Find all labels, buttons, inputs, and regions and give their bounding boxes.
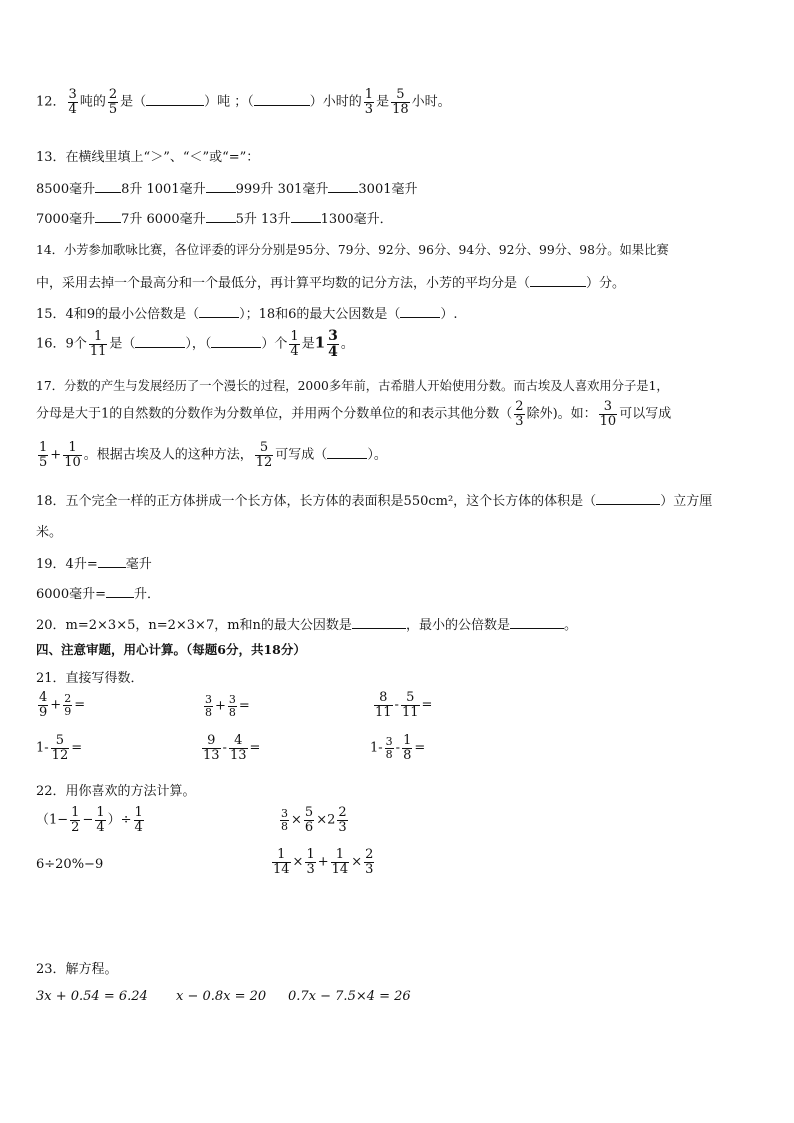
question-19-line1: 19．4升= 毫升 — [36, 557, 152, 572]
expr-22-4: $\frac{1}{14}$ × $\frac{1}{3}$ + $\frac{1}{14}$ × $\frac{2}{3}$ — [273, 847, 374, 877]
question-17-line3: $\frac{1}{5}$ + $\frac{1}{10}$ 。根据古埃及人的这种方法， $\frac{5}{12}$ 可写成（ ）。 — [39, 440, 387, 470]
fraction: $\frac{3}{8}$ — [385, 735, 393, 761]
answer-blank[interactable] — [596, 494, 660, 505]
expr-21-6: 1- $\frac{3}{8}$ - $\frac{1}{8}$ = — [370, 733, 426, 763]
expr-22-3: 6÷20%−9 — [36, 857, 104, 872]
answer-blank[interactable] — [530, 276, 586, 287]
fraction: $\frac{1}{3}$ — [364, 87, 374, 117]
fraction: $\frac{5}{11}$ — [401, 690, 419, 720]
expr-21-3: $\frac{8}{11}$ - $\frac{5}{11}$ = — [375, 690, 433, 720]
question-13-row1: 8500毫升 8升 1001毫升 999升 301毫升 3001毫升 — [36, 182, 418, 197]
expr-21-2: $\frac{3}{8}$ + $\frac{3}{8}$ = — [205, 693, 250, 719]
question-18-line1: 18．五个完全一样的正方体拼成一个长方体，长方体的表面积是550cm²，这个长方体的体积是（ ）立方厘 — [36, 494, 713, 509]
answer-blank[interactable] — [135, 337, 185, 348]
fraction: $\frac{2}{3}$ — [365, 847, 374, 877]
fraction: $\frac{5}{12}$ — [255, 440, 273, 470]
answer-blank[interactable] — [352, 618, 406, 629]
answer-blank[interactable] — [98, 557, 126, 568]
question-17-line2: 分母是大于1的自然数的分数作为分数单位，并用两个分数单位的和表示其他分数（ $\frac{2}{3}$ 除外)。如： $\frac{3}{10}$ 可以写成 — [36, 399, 672, 429]
question-14-line1: 14．小芳参加歌咏比赛，各位评委的评分分别是95分、79分、92分、96分、94分、92分、99分、98分。如果比赛 — [36, 243, 669, 257]
fraction: $\frac{1}{3}$ — [306, 847, 315, 877]
answer-blank[interactable] — [106, 587, 134, 598]
fraction: $\frac{3}{10}$ — [599, 399, 617, 429]
answer-blank[interactable] — [510, 618, 564, 629]
fraction: $\frac{3}{8}$ — [205, 693, 212, 719]
answer-blank[interactable] — [328, 182, 358, 193]
answer-blank[interactable] — [327, 448, 367, 459]
question-13-row2: 7000毫升 7升 6000毫升 5升 13升 1300毫升． — [36, 212, 393, 227]
fraction: $\frac{2}{9}$ — [64, 692, 72, 718]
answer-blank[interactable] — [206, 182, 236, 193]
equation-3: 0.7x − 7.5×4 = 26 — [288, 989, 411, 1004]
answer-blank[interactable] — [291, 212, 321, 223]
answer-blank[interactable] — [400, 307, 440, 318]
question-15: 15．4和9的最小公倍数是（ ）；18和6的最大公因数是（ ）. — [36, 307, 458, 322]
fraction: $\frac{5}{6}$ — [304, 805, 314, 835]
mixed-fraction: $\frac{3}{4}$ — [328, 328, 338, 360]
fraction: $\frac{5}{12}$ — [51, 733, 69, 763]
fraction: $\frac{4}{9}$ — [39, 690, 48, 720]
fraction: $\frac{9}{13}$ — [203, 733, 220, 763]
fraction: $\frac{3}{4}$ — [68, 87, 77, 117]
fraction: $\frac{1}{10}$ — [64, 440, 81, 470]
fraction: $\frac{2}{3}$ — [515, 399, 524, 429]
question-21-title: 21．直接写得数． — [36, 671, 144, 686]
fraction: $\frac{1}{8}$ — [403, 733, 412, 763]
question-17-line1: 17．分数的产生与发展经历了一个漫长的过程，2000多年前，古希腊人开始使用分数。而古埃及人喜欢用分子是1， — [36, 379, 669, 393]
question-22-title: 22．用你喜欢的方法计算。 — [36, 784, 196, 799]
answer-blank[interactable] — [206, 212, 236, 223]
answer-blank[interactable] — [95, 182, 121, 193]
answer-blank[interactable] — [95, 212, 121, 223]
expr-21-5: $\frac{9}{13}$ - $\frac{4}{13}$ = — [203, 733, 261, 763]
answer-blank[interactable] — [199, 307, 239, 318]
question-13-title: 13．在横线里填上“＞”、“＜”或“=”： — [36, 150, 260, 165]
fraction: $\frac{8}{11}$ — [375, 690, 392, 720]
fraction: $\frac{4}{13}$ — [229, 733, 247, 763]
fraction: $\frac{1}{4}$ — [134, 805, 143, 835]
equation-2: x − 0.8x = 20 — [176, 989, 267, 1004]
fraction: $\frac{1}{4}$ — [290, 329, 299, 359]
expr-22-2: $\frac{3}{8}$ × $\frac{5}{6}$ ×2 $\frac{2}{3}$ — [281, 805, 347, 835]
fraction: $\frac{1}{14}$ — [331, 847, 349, 877]
fraction: $\frac{1}{14}$ — [273, 847, 290, 877]
expr-21-4: 1- $\frac{5}{12}$ = — [36, 733, 83, 763]
fraction: $\frac{3}{8}$ — [281, 807, 288, 833]
question-18-line2: 米。 — [36, 525, 63, 540]
fraction: $\frac{5}{18}$ — [392, 87, 409, 117]
fraction: $\frac{2}{3}$ — [338, 805, 347, 835]
question-16: 16．9个 $\frac{1}{11}$ 是（ ），（ ）个 $\frac{1}{4}$ 是1 $\frac{3}{4}$ 。 — [36, 328, 354, 360]
fraction: $\frac{1}{5}$ — [39, 440, 48, 470]
answer-blank[interactable] — [211, 337, 261, 348]
question-19-line2: 6000毫升= 升． — [36, 587, 160, 602]
fraction: $\frac{1}{2}$ — [71, 805, 80, 835]
question-20: 20．m=2×3×5，n=2×3×7，m和n的最大公因数是 ，最小的公倍数是 。 — [36, 618, 577, 633]
equation-1: 3x + 0.54 = 6.24 — [36, 989, 148, 1004]
fraction: $\frac{2}{5}$ — [108, 87, 118, 117]
fraction: $\frac{1}{11}$ — [89, 329, 107, 359]
question-12: 12． $\frac{3}{4}$ 吨的 $\frac{2}{5}$ 是（ ）吨 ；（ ）小时的 $\frac{1}{3}$ 是 $\frac{5}{18}$ 小时。 — [36, 87, 451, 117]
fraction: $\frac{1}{4}$ — [96, 805, 105, 835]
answer-blank[interactable] — [146, 95, 204, 106]
answer-blank[interactable] — [254, 95, 310, 106]
question-23-title: 23．解方程。 — [36, 962, 118, 977]
section-4-heading: 四、注意审题，用心计算。（每题6分，共18分） — [36, 642, 306, 657]
fraction: $\frac{3}{8}$ — [228, 693, 236, 719]
question-14-line2: 中，采用去掉一个最高分和一个最低分，再计算平均数的记分方法，小芳的平均分是（ ）分。 — [36, 276, 626, 291]
expr-22-1: （1− $\frac{1}{2}$ − $\frac{1}{4}$ ）÷ $\frac{1}{4}$ — [36, 805, 143, 835]
expr-21-1: $\frac{4}{9}$ + $\frac{2}{9}$ = — [39, 690, 86, 720]
